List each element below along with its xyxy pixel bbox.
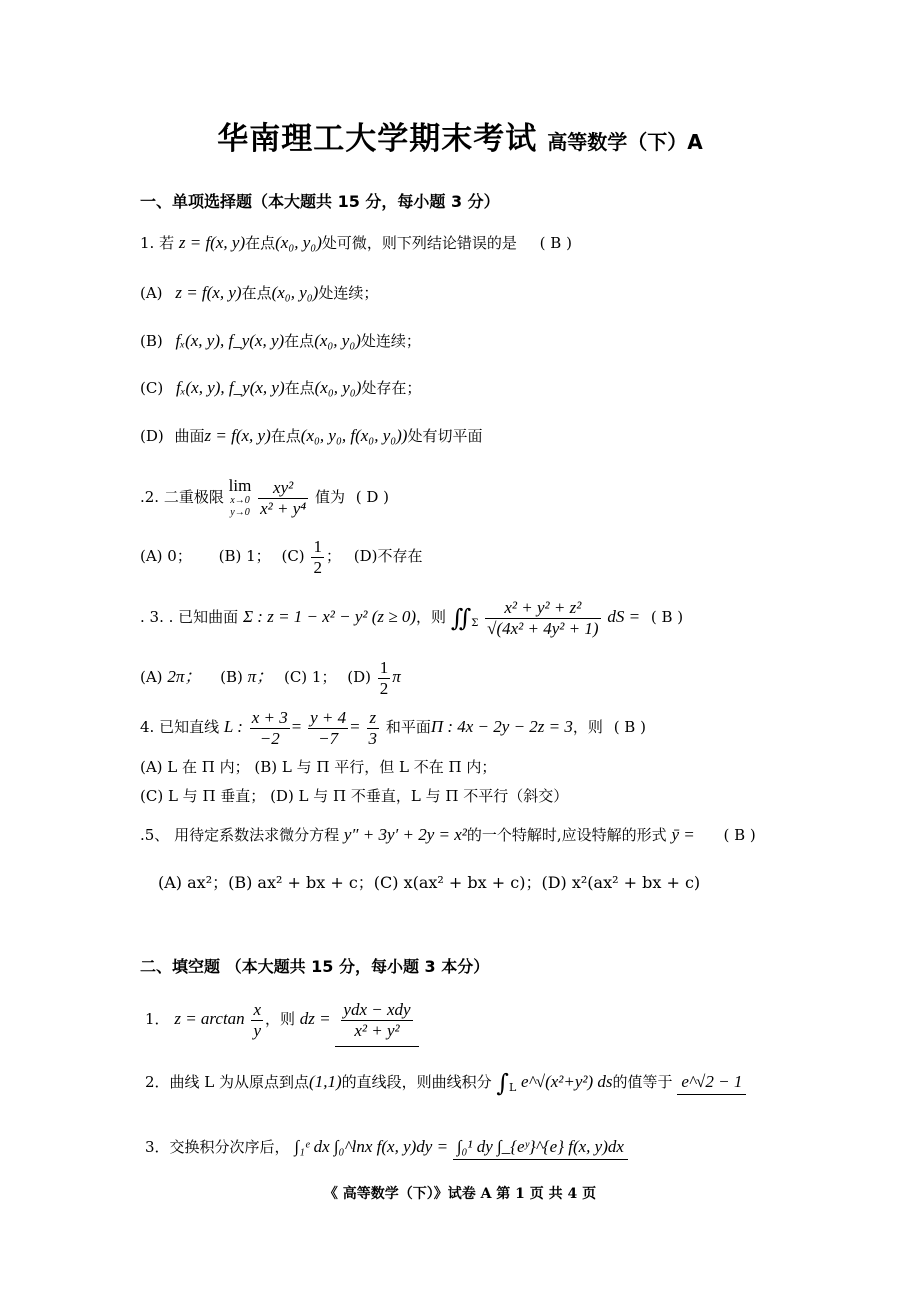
q1-opt-a-text: 处连续； (318, 284, 379, 302)
q3-opt-c: (C) 1； (283, 668, 337, 686)
q4-line-label: L : (223, 717, 243, 736)
section2-heading: 二、填空题 （本大题共 15 分，每小题 3 本分） (140, 957, 490, 976)
q2-fraction (258, 478, 308, 519)
q3-opt-a-value: 2π； (167, 667, 202, 686)
q3-fraction-den: √(4x² + 4y² + 1) (487, 618, 599, 638)
q2-answer: ( D ) (355, 488, 390, 506)
q5-stem (140, 825, 762, 845)
q1-option-c (140, 378, 421, 398)
q3-integral-sub: Σ (471, 618, 479, 629)
q1-option-a (140, 283, 378, 303)
fill-q3-lhs: ∫₁ᵉ dx ∫₀^lnx f(x, y)dy = (294, 1137, 449, 1156)
q4-text: ，则 (572, 718, 603, 736)
q3-surface: Σ : z = 1 − x² − y² (z ≥ 0) (242, 607, 417, 626)
q1-opt-a-expr: z = f(x, y) (175, 283, 242, 302)
q1-opt-d-mid: 在点 (270, 427, 301, 445)
q3-double-integral: ∬ (450, 604, 472, 632)
q2-lim-under-x: x→0 (230, 495, 250, 506)
q1-opt-d-label: (D) (140, 427, 164, 445)
page-footer: 《 高等数学（下）》试卷 A 第 1 页 共 4 页 (323, 1186, 597, 1202)
q4-frac-3-den: 3 (368, 728, 378, 748)
q4-frac-1-den: −2 (259, 728, 280, 748)
fill-q3 (145, 1137, 628, 1160)
q1-opt-d-expr: z = f(x, y) (204, 426, 271, 445)
fill-q2 (145, 1069, 746, 1098)
q2-opt-c-num: 1 (313, 536, 322, 556)
fill-q1-answer (341, 1000, 412, 1041)
fill-q2-prefix: 2．曲线 L 为从原点到点 (145, 1073, 310, 1091)
fill-q3-prefix: 3．交换积分次序后， (145, 1138, 290, 1156)
q4-frac-1-num: x + 3 (251, 707, 288, 727)
q1-option-d (140, 426, 483, 446)
fill-q2-integral: ∫ (496, 1069, 509, 1097)
q1-stem (140, 233, 578, 253)
q4-stem: 4. 已知直线 L : $\frac{x + 3}{-2}$ = $\frac{y + 4}{-7}$ = $\frac{z}{3}$ 和平面Π : 4x − 2y − 2z = 3，则 ( B ) (140, 704, 652, 750)
q3-opt-d-tail: π (392, 667, 401, 686)
q1-opt-c-mid: 在点 (284, 379, 315, 397)
q4-frac-2-den: −7 (318, 728, 339, 748)
q1-opt-b-expr: fₓ(x, y), f_y(x, y) (175, 331, 285, 350)
fill-q1-mid: ，则 (265, 1010, 296, 1028)
q2-lim-word: lim (228, 476, 252, 495)
q3-fraction (485, 598, 600, 639)
q1-opt-c-text: 处存在； (361, 379, 422, 397)
q2-prefix: .2. 二重极限 (140, 488, 224, 506)
q3-options (140, 654, 401, 700)
q1-text: 处可微，则下列结论错误的是 (321, 234, 517, 252)
q1-opt-c-label: (C) (140, 379, 164, 397)
q1-opt-c-point: (x₀, y₀) (314, 378, 362, 397)
q3-mid: ，则 (416, 608, 447, 626)
q2-options (140, 533, 422, 579)
q2-limit (229, 477, 252, 519)
q1-opt-d-text: 处有切平面 (407, 427, 483, 445)
q2-fraction-num: xy² (258, 478, 308, 499)
q1-opt-b-point: (x₀, y₀) (314, 331, 361, 350)
fill-q1-prefix: 1． (145, 1010, 170, 1028)
q2-opt-a: (A) 0； (140, 547, 192, 565)
exam-title-main: 华南理工大学期末考试 (217, 121, 538, 157)
q4-prefix: 4. 已知直线 (140, 718, 220, 736)
fill-q1-lhs: z = arctan (174, 1009, 245, 1028)
fill-q2-text: 的直线段，则曲线积分 (341, 1073, 492, 1091)
q5-answer: ( B ) (723, 826, 756, 844)
q3-opt-a: (A) (140, 668, 163, 686)
q4-options-ab: (A) L 在 Π 内； (B) L 与 Π 平行，但 L 不在 Π 内； (140, 758, 497, 776)
q4-frac-1 (250, 708, 290, 749)
q3-fraction-num: x² + y² + z² (485, 598, 600, 619)
q1-opt-a-mid: 在点 (241, 284, 272, 302)
fill-q1-dz: dz = (299, 1009, 331, 1028)
exam-title (0, 113, 920, 158)
q2-opt-d: (D)不存在 (353, 547, 423, 565)
q4-frac-2 (308, 708, 348, 749)
q3-opt-b-value: π； (247, 667, 274, 686)
q3-tail: dS = (607, 607, 641, 626)
q1-point: (x₀, y₀) (275, 233, 322, 252)
q4-answer: ( B ) (613, 718, 646, 736)
q1-opt-a-point: (x₀, y₀) (271, 283, 319, 302)
section1-heading: 一、单项选择题（本大题共 15 分，每小题 3 分） (140, 192, 500, 211)
q1-opt-c-expr: fₓ(x, y), f_y(x, y) (175, 378, 285, 397)
q2-opt-c: (C) (281, 547, 305, 565)
q5-text: 的一个特解时,应设特解的形式 (466, 826, 667, 844)
q3-opt-d-den: 2 (379, 678, 389, 698)
fill-q2-integrand: e^√(x²+y²) ds (521, 1072, 613, 1091)
q4-frac-2-num: y + 4 (310, 707, 347, 727)
q2-lim-under-y: y→0 (230, 507, 250, 518)
q2-stem (140, 474, 395, 520)
q1-answer: ( B ) (539, 234, 572, 252)
q3-opt-d-frac (378, 658, 391, 699)
q4-plane: Π : 4x − 2y − 2z = 3 (430, 717, 573, 736)
q2-opt-c-den: 2 (313, 557, 322, 577)
q1-prefix: 1. 若 (140, 234, 175, 252)
fill-q3-answer: ∫₀¹ dy ∫_{eʸ}^{e} f(x, y)dx (453, 1137, 628, 1160)
q2-opt-b: (B) 1； (218, 547, 271, 565)
q1-opt-d-pre: 曲面 (174, 427, 205, 445)
q3-opt-d-num: 1 (379, 657, 389, 677)
fill-q1-answer-blank (335, 994, 418, 1047)
q2-fraction-den: x² + y⁴ (260, 498, 307, 518)
fill-q1-frac (251, 1000, 263, 1041)
fill-q2-point: (1,1) (309, 1072, 342, 1091)
q1-opt-a-label: (A) (140, 284, 163, 302)
fill-q1-frac-num: x (253, 999, 261, 1019)
q2-opt-c-frac (311, 537, 324, 578)
fill-q1-answer-den: x² + y² (354, 1020, 400, 1040)
fill-q2-tail: 的值等于 (612, 1073, 673, 1091)
q1-opt-d-point: (x₀, y₀, f(x₀, y₀)) (300, 426, 408, 445)
q1-opt-b-mid: 在点 (284, 332, 315, 350)
q2-opt-c-end: ； (325, 547, 341, 565)
fill-q1-answer-num: ydx − xdy (343, 999, 411, 1019)
q4-frac-3-num: z (367, 708, 380, 729)
fill-q2-integral-sub: L (508, 1081, 517, 1094)
q1-option-b (140, 331, 421, 351)
q5-equation: y″ + 3y′ + 2y = x² (343, 825, 467, 844)
q4-mid: 和平面 (385, 718, 431, 736)
fill-q1-frac-den: y (253, 1020, 261, 1040)
fill-q1 (145, 994, 419, 1047)
q4-frac-3 (367, 708, 380, 749)
q1-opt-b-text: 处连续； (360, 332, 421, 350)
q5-options: (A) ax²；(B) ax² + bx + c；(C) x(ax² + bx + c)；(D) x²(ax² + bx + c) (158, 873, 701, 892)
q3-answer: ( B ) (650, 608, 684, 626)
q3-opt-b: (B) (220, 668, 243, 686)
q5-ybar: ȳ = (671, 825, 695, 844)
q4-options-cd: (C) L 与 Π 垂直； (D) L 与 Π 不垂直，L 与 Π 不平行（斜交） (140, 787, 569, 805)
q3-stem (140, 593, 689, 648)
q1-mid: 在点 (245, 234, 276, 252)
q5-prefix: .5、 用待定系数法求微分方程 (140, 826, 340, 844)
q1-expr: z = f(x, y) (178, 233, 246, 252)
fill-q2-answer: e^√2 − 1 (677, 1072, 746, 1095)
q1-opt-b-label: (B) (140, 332, 163, 350)
q2-text: 值为 (314, 488, 345, 506)
q3-prefix: . 3. . 已知曲面 (140, 608, 239, 626)
exam-title-sub: 高等数学（下）A (547, 130, 703, 154)
q3-opt-d: (D) (347, 668, 371, 686)
